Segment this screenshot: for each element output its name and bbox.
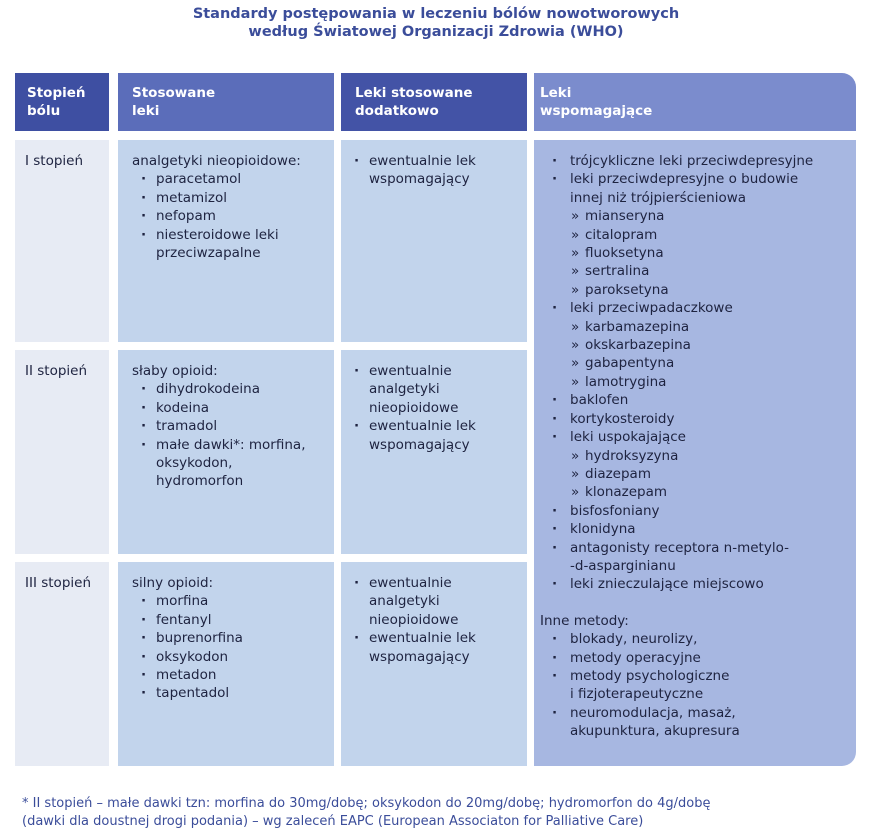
- list-item: · tapentadol: [132, 684, 324, 702]
- list-item-label: · leki uspokajające: [570, 429, 686, 446]
- footnote: [22, 795, 862, 831]
- row-2-stage: [15, 350, 109, 554]
- list-item: · kortykosteroidy: [540, 410, 848, 428]
- header-stage: [15, 73, 109, 131]
- list-item: · ewentualnie lek wspomagający: [345, 152, 517, 189]
- sub-list-item: » gabapentyna: [540, 354, 848, 372]
- list-item: · oksykodon: [132, 648, 324, 666]
- list-item: · ewentualnie lek wspomagający: [345, 417, 517, 454]
- title-line-2: według Światowej Organizacji Zdrowia (WHO): [248, 24, 624, 40]
- list-item: · metadon: [132, 666, 324, 684]
- sub-list-item: » hydroksyzyna: [540, 447, 848, 465]
- list-item: · blokady, neurolizy,: [540, 630, 848, 648]
- row-3-additional: [341, 562, 527, 766]
- list-item: [540, 299, 848, 391]
- header-additional: [341, 73, 527, 131]
- list-item: · metody operacyjne: [540, 649, 848, 667]
- list-item: · tramadol: [132, 417, 324, 435]
- row-1-drugs: [118, 140, 334, 342]
- row-1-additional: [341, 140, 527, 342]
- list-item: · niesteroidowe leki przeciwzapalne: [132, 226, 324, 263]
- list-item: · klonidyna: [540, 520, 848, 538]
- list-item: · trójcykliczne leki przeciwdepresyjne: [540, 152, 848, 170]
- list-item: · ewentualnie analgetyki nieopioidowe: [345, 362, 517, 417]
- row-2-additional: [341, 350, 527, 554]
- title-line-1: Standardy postępowania w leczeniu bólów nowotworowych: [192, 6, 680, 22]
- list-item: · metody psychologiczne i fizjoterapeutyczne: [540, 667, 848, 704]
- list-item: · morfina: [132, 592, 324, 610]
- list-item: · buprenorfina: [132, 629, 324, 647]
- row-3-stage: [15, 562, 109, 766]
- header-additional-line-1: Leki stosowane: [355, 85, 473, 101]
- sub-list-item: » mianseryna: [540, 207, 848, 225]
- list-item: · fentanyl: [132, 611, 324, 629]
- list-item: · ewentualnie lek wspomagający: [345, 629, 517, 666]
- sub-list-item: » klonazepam: [540, 483, 848, 501]
- row-3-drugs: [118, 562, 334, 766]
- header-drugs-line-2: leki: [132, 103, 160, 119]
- sub-list-item: » lamotrygina: [540, 373, 848, 391]
- sub-list-item: » citalopram: [540, 226, 848, 244]
- row-1-stage-label: I stopień: [25, 153, 84, 169]
- header-drugs: [118, 73, 334, 131]
- list-item: · kodeina: [132, 399, 324, 417]
- list-item: · bisfosfoniany: [540, 502, 848, 520]
- sub-list-item: » diazepam: [540, 465, 848, 483]
- list-item-label: · leki przeciwdepresyjne o budowie innej niż trójpierścieniowa: [570, 171, 799, 206]
- list-item-label: · leki przeciwpadaczkowe: [570, 300, 733, 317]
- list-item: · dihydrokodeina: [132, 380, 324, 398]
- header-stage-line-2: bólu: [27, 103, 61, 119]
- header-drugs-line-1: Stosowane: [132, 85, 216, 101]
- list-item: · antagonisty receptora n-metylo- -d-asparginianu: [540, 539, 848, 576]
- supportive-drugs: [534, 140, 856, 766]
- list-item: · paracetamol: [132, 170, 324, 188]
- sub-list-item: » paroksetyna: [540, 281, 848, 299]
- sub-list-item: » karbamazepina: [540, 318, 848, 336]
- other-methods-title: Inne metody:: [540, 612, 629, 629]
- list-item: · metamizol: [132, 189, 324, 207]
- row-1-stage: [15, 140, 109, 342]
- sub-list-item: » okskarbazepina: [540, 336, 848, 354]
- header-supportive-line-2: wspomagające: [540, 103, 653, 119]
- header-stage-line-1: Stopień: [27, 85, 86, 101]
- header-supportive: [534, 73, 856, 131]
- footnote-line-2: (dawki dla doustnej drogi podania) – wg zaleceń EAPC (European Associaton for Palliative Care): [22, 814, 644, 829]
- row-3-drugs-intro: silny opioid:: [132, 575, 214, 591]
- sub-list-item: » fluoksetyna: [540, 244, 848, 262]
- list-item: · neuromodulacja, masaż, akupunktura, akupresura: [540, 704, 848, 741]
- list-item: · nefopam: [132, 207, 324, 225]
- row-2-stage-label: II stopień: [25, 363, 88, 379]
- page-title: [0, 5, 872, 41]
- header-additional-line-2: dodatkowo: [355, 103, 439, 119]
- list-item: [540, 428, 848, 502]
- header-supportive-line-1: Leki: [540, 85, 572, 101]
- footnote-line-1: * II stopień – małe dawki tzn: morfina do 30mg/dobę; oksykodon do 20mg/dobę; hydromorfon do 4g/dobę: [22, 796, 711, 811]
- row-1-drugs-intro: analgetyki nieopioidowe:: [132, 153, 301, 169]
- sub-list-item: » sertralina: [540, 262, 848, 280]
- list-item: · leki znieczulające miejscowo: [540, 575, 848, 593]
- row-2-drugs: [118, 350, 334, 554]
- row-2-drugs-intro: słaby opioid:: [132, 363, 218, 379]
- list-item: · ewentualnie analgetyki nieopioidowe: [345, 574, 517, 629]
- list-item: [540, 170, 848, 299]
- list-item: · baklofen: [540, 391, 848, 409]
- row-3-stage-label: III stopień: [25, 575, 92, 591]
- list-item: · małe dawki*: morfina, oksykodon, hydromorfon: [132, 436, 324, 491]
